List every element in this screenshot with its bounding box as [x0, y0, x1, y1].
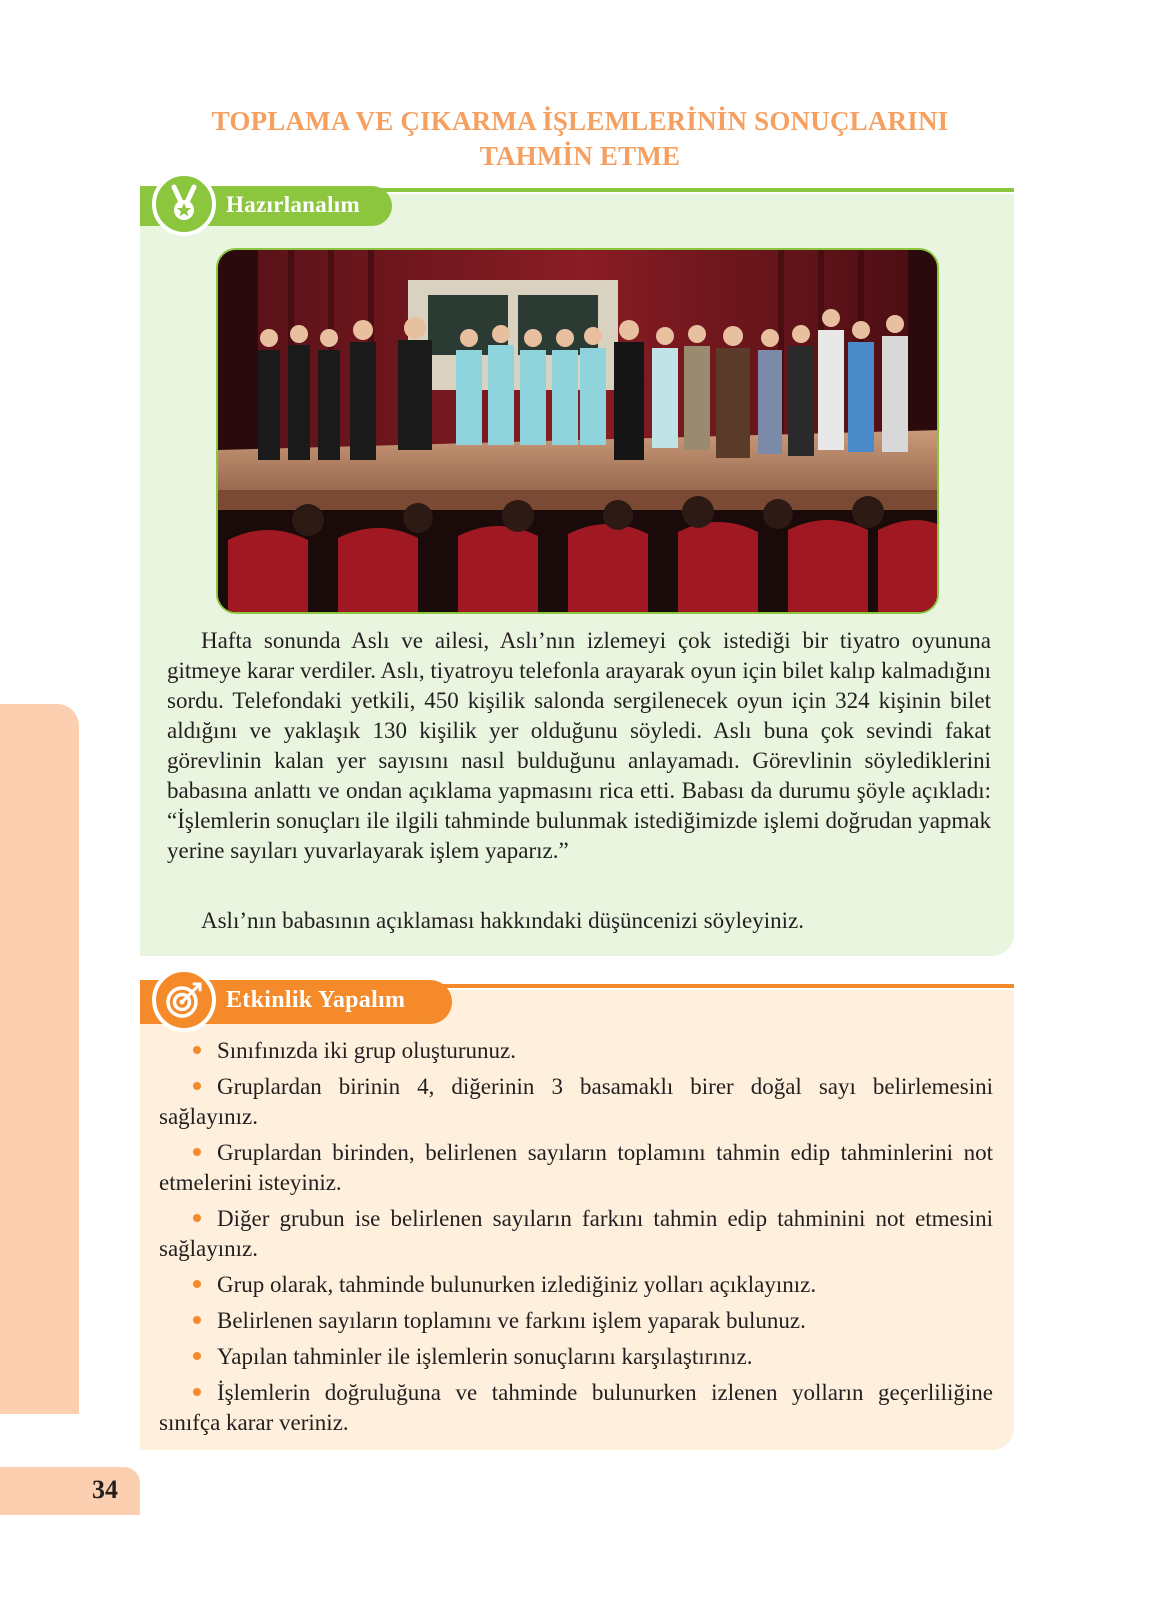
preparation-rule [300, 188, 1014, 192]
list-item-text: Belirlenen sayıların toplamını ve farkını işlem yaparak bulunuz. [217, 1308, 806, 1333]
list-item [159, 1072, 993, 1132]
list-item-text: Gruplardan birinden, belirlenen sayıların toplamını tahmin edip tahminlerini not etmelerini isteyiniz. [159, 1140, 993, 1195]
list-item-text: Gruplardan birinin 4, diğerinin 3 basamaklı birer doğal sayı belirlemesini sağlayınız. [159, 1074, 993, 1129]
medal-icon [152, 172, 216, 236]
story-paragraph: Hafta sonunda Aslı ve ailesi, Aslı’nın izlemeyi çok istediği bir tiyatro oyununa gitmeye karar verdiler. Aslı, tiyatroyu telefonla arayarak oyun için bilet kalıp kalmadığını sordu. Telefondaki yetkili, 450 kişilik salonda sergilenecek oyun için 324 kişinin bilet aldığını ve yaklaşık 130 kişilik yer olduğunu söyledi. Aslı buna çok sevindi fakat görevlinin kalan yer sayısını nasıl bulduğunu anlayamadı. Görevlinin söylediklerini babasına anlattı ve ondan açıklama yapmasını rica etti. Babası da durumu şöyle açıkladı: “İşlemlerin sonuçları ile ilgili tahminde bulunmak istediğimizde işlemi doğrudan yapmak yerine sayıları yuvarlayarak işlem yaparız.” [167, 628, 991, 863]
bullet-icon [193, 1316, 201, 1324]
bullet-icon [193, 1388, 201, 1396]
list-item [159, 1204, 993, 1264]
bullet-icon [193, 1046, 201, 1054]
bullet-icon [193, 1214, 201, 1222]
list-item [159, 1138, 993, 1198]
target-icon [152, 968, 216, 1032]
preparation-header-label: Hazırlanalım [226, 192, 360, 217]
list-item [159, 1306, 993, 1336]
bullet-icon [193, 1280, 201, 1288]
page-title-line2: TAHMİN ETME [479, 141, 681, 171]
list-item-text: Sınıfınızda iki grup oluşturunuz. [217, 1038, 516, 1063]
list-item [159, 1342, 993, 1372]
activity-header-label: Etkinlik Yapalım [226, 987, 406, 1013]
bullet-icon [193, 1148, 201, 1156]
question-paragraph: Aslı’nın babasının açıklaması hakkındaki düşüncenizi söyleyiniz. [201, 908, 804, 933]
page-title [140, 104, 1020, 174]
list-item [159, 1378, 993, 1438]
page-title-line1: TOPLAMA VE ÇIKARMA İŞLEMLERİNİN SONUÇLARINI [211, 106, 949, 136]
list-item-text: İşlemlerin doğruluğuna ve tahminde bulunurken izlenen yolların geçerliliğine sınıfça karar veriniz. [159, 1380, 993, 1435]
bullet-icon [193, 1082, 201, 1090]
page-number-tab [0, 1467, 140, 1515]
activity-list [159, 1036, 993, 1444]
list-item [159, 1036, 993, 1066]
bullet-icon [193, 1352, 201, 1360]
list-item [159, 1270, 993, 1300]
list-item-text: Yapılan tahminler ile işlemlerin sonuçlarını karşılaştırınız. [217, 1344, 753, 1369]
side-tab [0, 704, 79, 1414]
page-number: 34 [92, 1475, 118, 1504]
theater-photo [216, 248, 939, 614]
list-item-text: Grup olarak, tahminde bulunurken izlediğiniz yolları açıklayınız. [217, 1272, 817, 1297]
list-item-text: Diğer grubun ise belirlenen sayıların farkını tahmin edip tahminini not etmesini sağlayınız. [159, 1206, 993, 1261]
